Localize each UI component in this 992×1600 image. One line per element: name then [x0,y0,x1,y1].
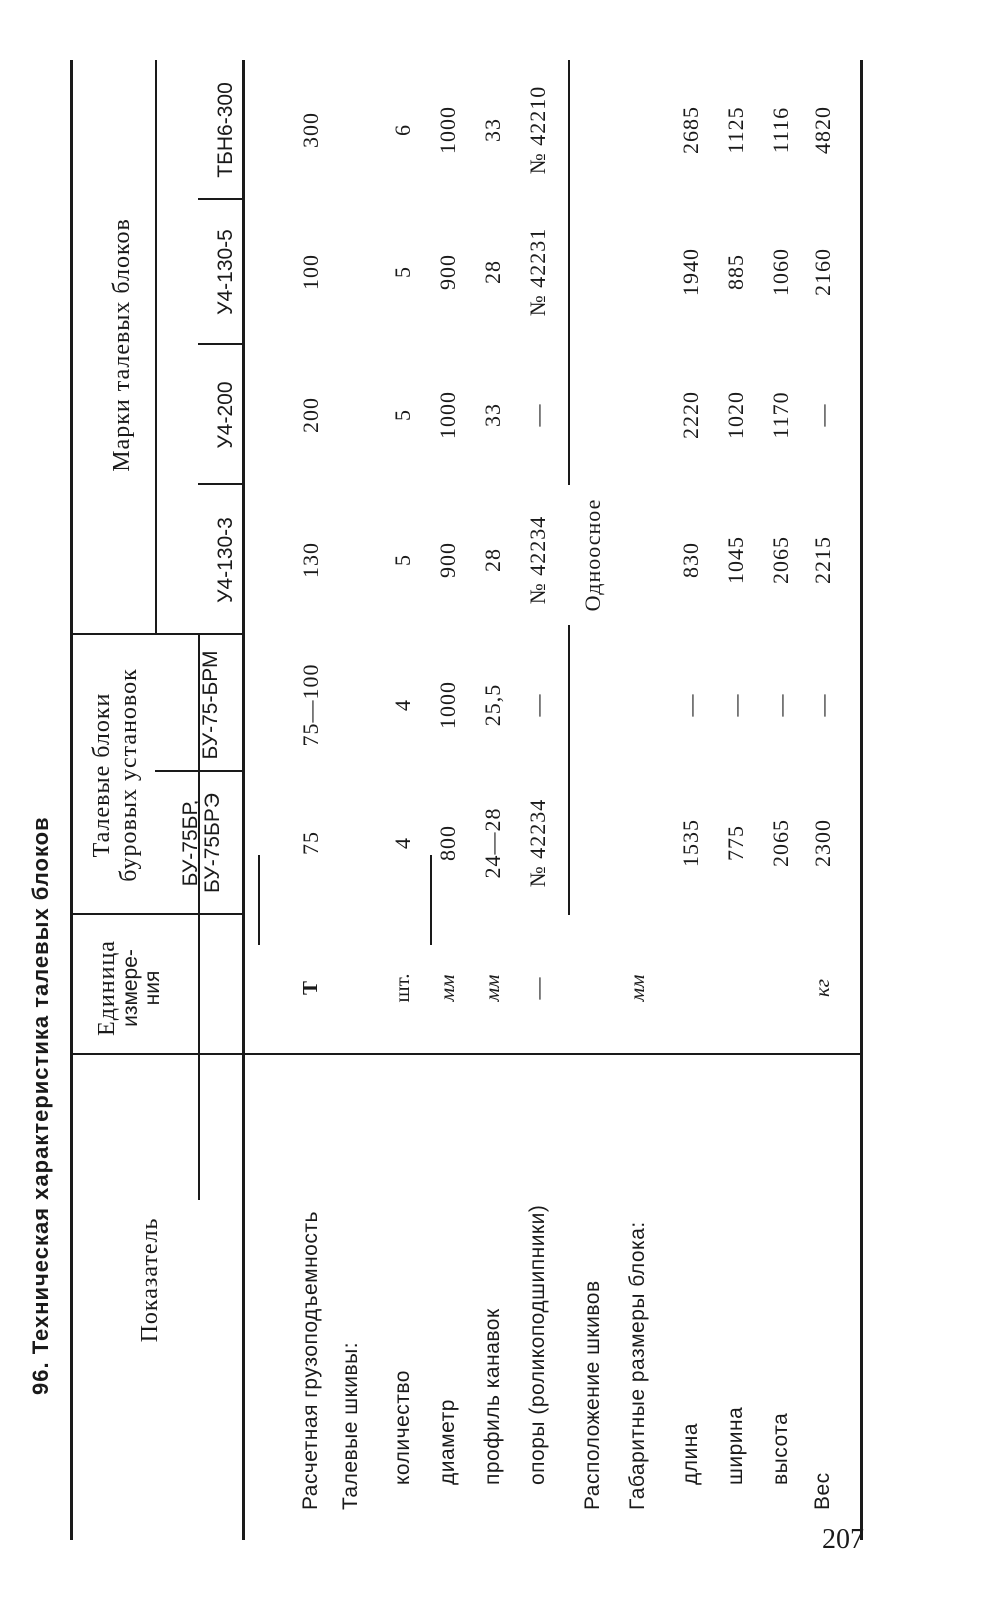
cell-bearings-u4-130-5: № 42231 [525,227,550,317]
cell-capacity-u4-130-3: 130 [298,542,323,578]
cell-length-u4-130-3: 830 [678,542,703,578]
header-rig-group-line2: буровых установок [116,668,142,882]
cell-width-u4-130-5: 885 [723,254,748,290]
row-unit-count: шт. [390,973,414,1003]
col-divider [70,913,242,915]
cell-length-bu75brm: — [678,693,703,717]
cell-height-u4-200: 1170 [768,391,793,439]
row-unit-bearings: — [525,976,550,1000]
cell-length-u4-130-5: 1940 [678,248,703,296]
top-rule [70,60,73,1540]
row-label-capacity: Расчетная грузоподъемность [299,1211,322,1510]
cell-bearings-bu75brm: — [525,693,550,717]
bearing-rule-2 [430,855,432,945]
cell-capacity-bu75brm: 75—100 [298,663,323,747]
cell-groove-bu75br: 24—28 [480,807,505,879]
cell-arrangement: Одноосное [580,498,605,612]
arrangement-rule-right [568,60,570,485]
row-label-diameter: диаметр [436,1399,459,1485]
cell-groove-bu75brm: 25,5 [480,683,505,727]
cell-diameter-bu75br: 800 [435,825,460,861]
cell-diameter-u4-200: 1000 [435,391,460,439]
row-label-length: длина [679,1422,702,1485]
col-divider [198,198,242,200]
row-label-weight: Вес [811,1472,834,1510]
header-bottom-rule [242,60,245,1540]
header-brand-group: Марки талевых блоков [109,218,135,472]
cell-height-u4-130-3: 2065 [768,536,793,584]
cell-diameter-u4-130-3: 900 [435,542,460,578]
row-label-width: ширина [724,1406,747,1485]
row-label-arrangement: Расположение шкивов [581,1280,604,1510]
cell-height-bu75brm: — [768,693,793,717]
header-unit-line3: ния [141,970,164,1006]
rig-group-rule [155,60,157,635]
cell-count-u4-130-5: 5 [390,266,415,278]
cell-groove-tbn6-300: 33 [480,118,505,142]
col-divider [155,770,242,772]
cell-diameter-bu75brm: 1000 [435,681,460,729]
row-unit-dims: мм [625,974,649,1002]
col-u4-130-5: У4-130-5 [214,229,237,315]
header-rig-group-line1: Талевые блоки [89,692,115,858]
col-u4-130-3: У4-130-3 [214,517,237,603]
cell-groove-u4-130-3: 28 [480,548,505,572]
cell-bearings-u4-200: — [525,403,550,427]
col-u4-200: У4-200 [214,381,237,449]
cell-groove-u4-200: 33 [480,403,505,427]
cell-groove-u4-130-5: 28 [480,260,505,284]
row-label-height: высота [769,1412,792,1485]
cell-width-u4-200: 1020 [723,391,748,439]
cell-weight-bu75br: 2300 [810,819,835,867]
col-divider [70,633,242,635]
cell-count-bu75brm: 4 [390,699,415,711]
col-tbn6-300: ТБН6-300 [214,82,237,178]
cell-bearings-bu75br: № 42234 [525,798,550,888]
col-bu75br-line1: БУ-75БР, [179,799,202,887]
row-unit-diameter: мм [435,974,459,1002]
row-label-groove: профиль канавок [481,1308,504,1485]
cell-length-u4-200: 2220 [678,391,703,439]
header-indicator: Показатель [137,1217,163,1343]
cell-diameter-tbn6-300: 1000 [435,106,460,154]
row-unit-capacity: Т [298,980,322,996]
cell-bearings-tbn6-300: № 42210 [525,85,550,175]
row-label-count: количество [391,1370,414,1485]
col-bu75brm: БУ-75-БРМ [199,650,222,760]
row-label-bearings: опоры (роликоподшипники) [526,1204,549,1485]
cell-length-tbn6-300: 2685 [678,106,703,154]
cell-height-u4-130-5: 1060 [768,248,793,296]
cell-width-bu75br: 775 [723,825,748,861]
arrangement-rule-left [568,625,570,915]
cell-height-tbn6-300: 1116 [768,106,793,154]
cell-weight-u4-200: — [810,403,835,427]
cell-weight-tbn6-300: 4820 [810,106,835,154]
cell-width-bu75brm: — [723,693,748,717]
cell-capacity-bu75br: 75 [298,831,323,855]
header-unit-line2: измере- [119,949,142,1027]
col-divider [198,483,242,485]
cell-width-tbn6-300: 1125 [723,106,748,154]
bearing-rule [258,855,260,945]
bottom-rule [860,60,863,1540]
cell-bearings-u4-130-3: № 42234 [525,515,550,605]
page-number: 207 [822,1524,864,1555]
row-unit-groove: мм [480,974,504,1002]
cell-capacity-u4-200: 200 [298,397,323,433]
row-unit-weight: кг [810,978,834,998]
cell-diameter-u4-130-5: 900 [435,254,460,290]
cell-count-u4-200: 5 [390,409,415,421]
cell-count-tbn6-300: 6 [390,124,415,136]
cell-height-bu75br: 2065 [768,819,793,867]
cell-weight-u4-130-3: 2215 [810,536,835,584]
cell-width-u4-130-3: 1045 [723,536,748,584]
table-caption: 96. Техническая характеристика талевых блоков [28,816,53,1395]
cell-count-u4-130-3: 5 [390,554,415,566]
row-label-dims: Габаритные размеры блока: [626,1221,649,1510]
cell-weight-u4-130-5: 2160 [810,248,835,296]
cell-weight-bu75brm: — [810,693,835,717]
col-divider [70,1053,860,1055]
col-divider [198,343,242,345]
col-bu75br-line2: БУ-75БРЭ [201,793,224,893]
cell-count-bu75br: 4 [390,837,415,849]
header-unit-line1: Единица [94,940,120,1036]
row-label-sheaves: Талевые шкивы: [339,1341,362,1510]
cell-length-bu75br: 1535 [678,819,703,867]
cell-capacity-tbn6-300: 300 [298,112,323,148]
cell-capacity-u4-130-5: 100 [298,254,323,290]
